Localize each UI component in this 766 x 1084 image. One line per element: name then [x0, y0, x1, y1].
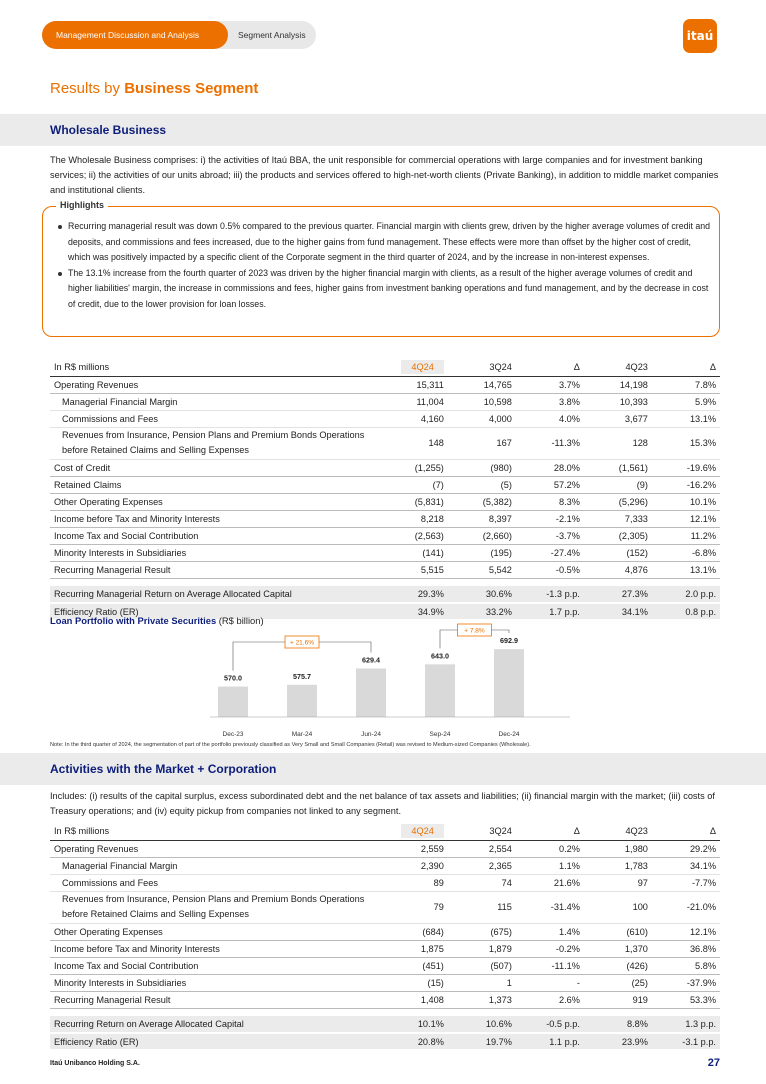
table-row: [50, 840, 720, 857]
cell-value: (7): [384, 476, 448, 493]
table-row: [50, 410, 720, 427]
column-header: In R$ millions: [50, 359, 384, 376]
cell-value: (5,831): [384, 493, 448, 510]
row-label: Efficiency Ratio (ER): [50, 603, 384, 620]
cell-value: 919: [584, 991, 652, 1008]
table-row: [50, 940, 720, 957]
row-label: Recurring Managerial Result: [50, 561, 384, 578]
chart-note: Note: In the third quarter of 2024, the segmentation of part of the portfolio previously classified as Very Small and Small Companies (Retail) was revised to Medium-sized Companies (Wholesale).: [50, 742, 531, 748]
row-label: Minority Interests in Subsidiaries: [50, 974, 384, 991]
cell-value: 29.3%: [384, 586, 448, 603]
highlighted-period: 4Q24: [401, 824, 443, 838]
row-label: Operating Revenues: [50, 376, 384, 393]
wholesale-results-table: [50, 359, 720, 621]
cell-value: -21.0%: [652, 891, 720, 923]
table-row: [50, 874, 720, 891]
highlight-item: The 13.1% increase from the fourth quarter of 2023 was driven by the higher financial margin with clients, as a result of the higher average volumes of credit and higher liabilities' margin, the increase in commissions and fees, higher gains from investment banking operations and fund management, and by the decrease in cost of credit, due to the lower provision for loan losses.: [52, 266, 712, 313]
ratio-row: [50, 1016, 720, 1033]
cell-value: -16.2%: [652, 476, 720, 493]
row-label: Commissions and Fees: [50, 874, 384, 891]
cell-value: (2,305): [584, 527, 652, 544]
cell-value: 10.6%: [448, 1016, 516, 1033]
table-row: [50, 527, 720, 544]
cell-value: 10.1%: [384, 1016, 448, 1033]
table-row: [50, 974, 720, 991]
market-intro: Includes: (i) results of the capital surplus, excess subordinated debt and the net balance of tax assets and liabilities; (ii) financial margin with the market; (iii) costs of Treasury operations; and (iv) equity pickup from companies not linked to any segment.: [50, 791, 715, 816]
logo-text: itaú: [686, 29, 714, 43]
chart-bar: [494, 649, 524, 717]
cell-value: -0.2%: [516, 940, 584, 957]
column-header: 3Q24: [448, 823, 516, 840]
row-label: Commissions and Fees: [50, 410, 384, 427]
bar-value-label: 575.7: [293, 671, 311, 681]
column-header: 4Q23: [584, 359, 652, 376]
page-title-prefix: Results by: [50, 80, 125, 97]
cell-value: 33.2%: [448, 603, 516, 620]
row-label: Income before Tax and Minority Interests: [50, 940, 384, 957]
cell-value: 10,598: [448, 393, 516, 410]
cell-value: 1,980: [584, 840, 652, 857]
cell-value: (25): [584, 974, 652, 991]
chart-bar: [425, 664, 455, 717]
row-label: Income Tax and Social Contribution: [50, 957, 384, 974]
cell-value: 3.8%: [516, 393, 584, 410]
row-label: Managerial Financial Margin: [50, 393, 384, 410]
column-header: Δ: [652, 359, 720, 376]
cell-value: 1,879: [448, 940, 516, 957]
cell-value: 0.8 p.p.: [652, 603, 720, 620]
bar-value-label: 629.4: [362, 655, 380, 665]
chart-bar: [287, 685, 317, 717]
cell-value: 21.6%: [516, 874, 584, 891]
cell-value: 20.8%: [384, 1033, 448, 1050]
table-row: [50, 957, 720, 974]
table-gap: [50, 1008, 720, 1016]
chart-bar: [356, 668, 386, 717]
column-header: [384, 823, 448, 840]
cell-value: 2,554: [448, 840, 516, 857]
cell-value: -0.5 p.p.: [516, 1016, 584, 1033]
cell-value: 12.1%: [652, 510, 720, 527]
cell-value: 0.2%: [516, 840, 584, 857]
cell-value: (15): [384, 974, 448, 991]
cell-value: 34.1%: [584, 603, 652, 620]
cell-value: -37.9%: [652, 974, 720, 991]
cell-value: -: [516, 974, 584, 991]
cell-value: 57.2%: [516, 476, 584, 493]
itau-logo: [683, 19, 717, 53]
cell-value: 1.1%: [516, 857, 584, 874]
cell-value: 1,373: [448, 991, 516, 1008]
row-label: Revenues from Insurance, Pension Plans and Premium Bonds Operations before Retained Claims and Selling Expenses: [50, 891, 384, 923]
cell-value: 89: [384, 874, 448, 891]
cell-value: 74: [448, 874, 516, 891]
cell-value: 1,370: [584, 940, 652, 957]
cell-value: 8,218: [384, 510, 448, 527]
cell-value: (5): [448, 476, 516, 493]
cell-value: (2,563): [384, 527, 448, 544]
footer-company: Itaú Unibanco Holding S.A.: [50, 1060, 140, 1067]
category-label: Dec-23: [222, 731, 244, 738]
cell-value: 29.2%: [652, 840, 720, 857]
cell-value: 79: [384, 891, 448, 923]
cell-value: 30.6%: [448, 586, 516, 603]
highlight-item: Recurring managerial result was down 0.5% compared to the previous quarter. Financial margin with clients grew, driven by the higher average volumes of credit and deposits, and commissions and fees increased, due to the higher gains from fund management. These effects were more than offset by the higher cost of credit, which was positively impacted by a specific client of the Corporate segment in the third quarter of 2024, and by the increase in non-interest expenses.: [52, 219, 712, 266]
cell-value: 2.0 p.p.: [652, 586, 720, 603]
chart-bar: [218, 687, 248, 717]
cell-value: -2.1%: [516, 510, 584, 527]
cell-value: -3.1 p.p.: [652, 1033, 720, 1050]
cell-value: (9): [584, 476, 652, 493]
cell-value: 97: [584, 874, 652, 891]
column-header: 3Q24: [448, 359, 516, 376]
cell-value: 8.3%: [516, 493, 584, 510]
table-row: [50, 493, 720, 510]
cell-value: 10,393: [584, 393, 652, 410]
bracket-label: + 7.8%: [464, 627, 485, 635]
row-label: Other Operating Expenses: [50, 493, 384, 510]
bracket-label: + 21.6%: [289, 639, 315, 647]
cell-value: 1,408: [384, 991, 448, 1008]
table-row: [50, 376, 720, 393]
cell-value: 15.3%: [652, 427, 720, 459]
cell-value: -11.1%: [516, 957, 584, 974]
cell-value: 23.9%: [584, 1033, 652, 1050]
cell-value: 15,311: [384, 376, 448, 393]
cell-value: 3.7%: [516, 376, 584, 393]
row-label: Revenues from Insurance, Pension Plans and Premium Bonds Operations before Retained Claims and Selling Expenses: [50, 427, 384, 459]
bar-value-label: 692.9: [500, 636, 518, 646]
annotation-yoy: [233, 636, 371, 671]
table-row: [50, 857, 720, 874]
row-label: Other Operating Expenses: [50, 923, 384, 940]
cell-value: -3.7%: [516, 527, 584, 544]
cell-value: 36.8%: [652, 940, 720, 957]
loan-portfolio-chart: [200, 622, 580, 740]
cell-value: -0.5%: [516, 561, 584, 578]
table-row: [50, 991, 720, 1008]
row-label: Managerial Financial Margin: [50, 857, 384, 874]
cell-value: 148: [384, 427, 448, 459]
cell-value: (5,296): [584, 493, 652, 510]
table-row: [50, 459, 720, 476]
category-label: Dec-24: [498, 731, 520, 738]
cell-value: (2,660): [448, 527, 516, 544]
cell-value: (980): [448, 459, 516, 476]
cell-value: (195): [448, 544, 516, 561]
cell-value: (451): [384, 957, 448, 974]
cell-value: 28.0%: [516, 459, 584, 476]
table-row: [50, 561, 720, 578]
cell-value: 4.0%: [516, 410, 584, 427]
column-header: Δ: [516, 823, 584, 840]
cell-value: 10.1%: [652, 493, 720, 510]
cell-value: 7,333: [584, 510, 652, 527]
row-label: Cost of Credit: [50, 459, 384, 476]
cell-value: -19.6%: [652, 459, 720, 476]
row-label: Income before Tax and Minority Interests: [50, 510, 384, 527]
cell-value: 1,875: [384, 940, 448, 957]
cell-value: -6.8%: [652, 544, 720, 561]
cell-value: 2,390: [384, 857, 448, 874]
table-row: [50, 891, 720, 923]
cell-value: 5,515: [384, 561, 448, 578]
table-header-row: [50, 823, 720, 840]
cell-value: 128: [584, 427, 652, 459]
market-results-table: [50, 823, 720, 1051]
cell-value: 4,000: [448, 410, 516, 427]
cell-value: -11.3%: [516, 427, 584, 459]
table-gap: [50, 578, 720, 586]
cell-value: 5,542: [448, 561, 516, 578]
cell-value: 4,160: [384, 410, 448, 427]
table-row: [50, 476, 720, 493]
cell-value: 11,004: [384, 393, 448, 410]
highlights-list: [52, 219, 712, 312]
cell-value: 7.8%: [652, 376, 720, 393]
cell-value: 2,559: [384, 840, 448, 857]
cell-value: 1.3 p.p.: [652, 1016, 720, 1033]
cell-value: (1,255): [384, 459, 448, 476]
cell-value: 2.6%: [516, 991, 584, 1008]
cell-value: 4,876: [584, 561, 652, 578]
bar-value-label: 570.0: [224, 673, 242, 683]
cell-value: 11.2%: [652, 527, 720, 544]
bar-value-label: 643.0: [431, 651, 449, 661]
cell-value: (684): [384, 923, 448, 940]
row-label: Efficiency Ratio (ER): [50, 1033, 384, 1050]
chart-title-bold: Loan Portfolio with Private Securities: [50, 615, 217, 626]
table-row: [50, 427, 720, 459]
cell-value: (152): [584, 544, 652, 561]
cell-value: -27.4%: [516, 544, 584, 561]
cell-value: 14,765: [448, 376, 516, 393]
cell-value: 27.3%: [584, 586, 652, 603]
category-label: Sep-24: [429, 731, 451, 738]
cell-value: 3,677: [584, 410, 652, 427]
highlighted-period: 4Q24: [401, 360, 443, 374]
page-title: [50, 80, 258, 97]
column-header: Δ: [652, 823, 720, 840]
section-tabs: [42, 21, 316, 49]
cell-value: 12.1%: [652, 923, 720, 940]
cell-value: 1.1 p.p.: [516, 1033, 584, 1050]
cell-value: -7.7%: [652, 874, 720, 891]
column-header: Δ: [516, 359, 584, 376]
cell-value: 34.9%: [384, 603, 448, 620]
cell-value: 14,198: [584, 376, 652, 393]
cell-value: -31.4%: [516, 891, 584, 923]
category-label: Jun-24: [361, 731, 381, 738]
cell-value: 13.1%: [652, 561, 720, 578]
highlights-label: Highlights: [56, 200, 108, 210]
page-title-bold: Business Segment: [124, 80, 259, 97]
wholesale-intro: The Wholesale Business comprises: i) the activities of Itaú BBA, the unit responsible for commercial operations with large companies and for investment banking services; ii) the activities of our units abroad; iii) the products and services offered to high-net-worth clients (Private Banking), in addition to middle market companies and institutional clients.: [50, 155, 719, 195]
cell-value: 8.8%: [584, 1016, 652, 1033]
cell-value: (507): [448, 957, 516, 974]
tab-management-discussion[interactable]: Management Discussion and Analysis: [42, 21, 228, 49]
category-label: Mar-24: [291, 731, 313, 738]
cell-value: 167: [448, 427, 516, 459]
table-row: [50, 393, 720, 410]
tab-segment-analysis[interactable]: Segment Analysis: [238, 30, 306, 40]
column-header: In R$ millions: [50, 823, 384, 840]
cell-value: (675): [448, 923, 516, 940]
wholesale-title: Wholesale Business: [50, 123, 167, 137]
cell-value: (1,561): [584, 459, 652, 476]
cell-value: 1: [448, 974, 516, 991]
cell-value: 5.8%: [652, 957, 720, 974]
row-label: Minority Interests in Subsidiaries: [50, 544, 384, 561]
row-label: Retained Claims: [50, 476, 384, 493]
page-number: 27: [707, 1057, 720, 1069]
market-title: Activities with the Market + Corporation: [50, 762, 277, 776]
row-label: Income Tax and Social Contribution: [50, 527, 384, 544]
cell-value: 19.7%: [448, 1033, 516, 1050]
ratio-row: [50, 1033, 720, 1050]
cell-value: 115: [448, 891, 516, 923]
row-label: Recurring Managerial Return on Average Allocated Capital: [50, 586, 384, 603]
cell-value: 13.1%: [652, 410, 720, 427]
row-label: Recurring Return on Average Allocated Capital: [50, 1016, 384, 1033]
cell-value: 1,783: [584, 857, 652, 874]
table-header-row: [50, 359, 720, 376]
row-label: Operating Revenues: [50, 840, 384, 857]
column-header: [384, 359, 448, 376]
cell-value: (5,382): [448, 493, 516, 510]
cell-value: 53.3%: [652, 991, 720, 1008]
cell-value: 34.1%: [652, 857, 720, 874]
cell-value: (141): [384, 544, 448, 561]
cell-value: 1.4%: [516, 923, 584, 940]
annotation-qoq: [440, 624, 509, 648]
cell-value: 2,365: [448, 857, 516, 874]
cell-value: 5.9%: [652, 393, 720, 410]
cell-value: (610): [584, 923, 652, 940]
chart-title-unit: (R$ billion): [216, 615, 264, 626]
table-row: [50, 510, 720, 527]
table-row: [50, 544, 720, 561]
cell-value: 8,397: [448, 510, 516, 527]
cell-value: -1.3 p.p.: [516, 586, 584, 603]
table-row: [50, 923, 720, 940]
ratio-row: [50, 586, 720, 603]
cell-value: 1.7 p.p.: [516, 603, 584, 620]
column-header: 4Q23: [584, 823, 652, 840]
cell-value: (426): [584, 957, 652, 974]
row-label: Recurring Managerial Result: [50, 991, 384, 1008]
cell-value: 100: [584, 891, 652, 923]
